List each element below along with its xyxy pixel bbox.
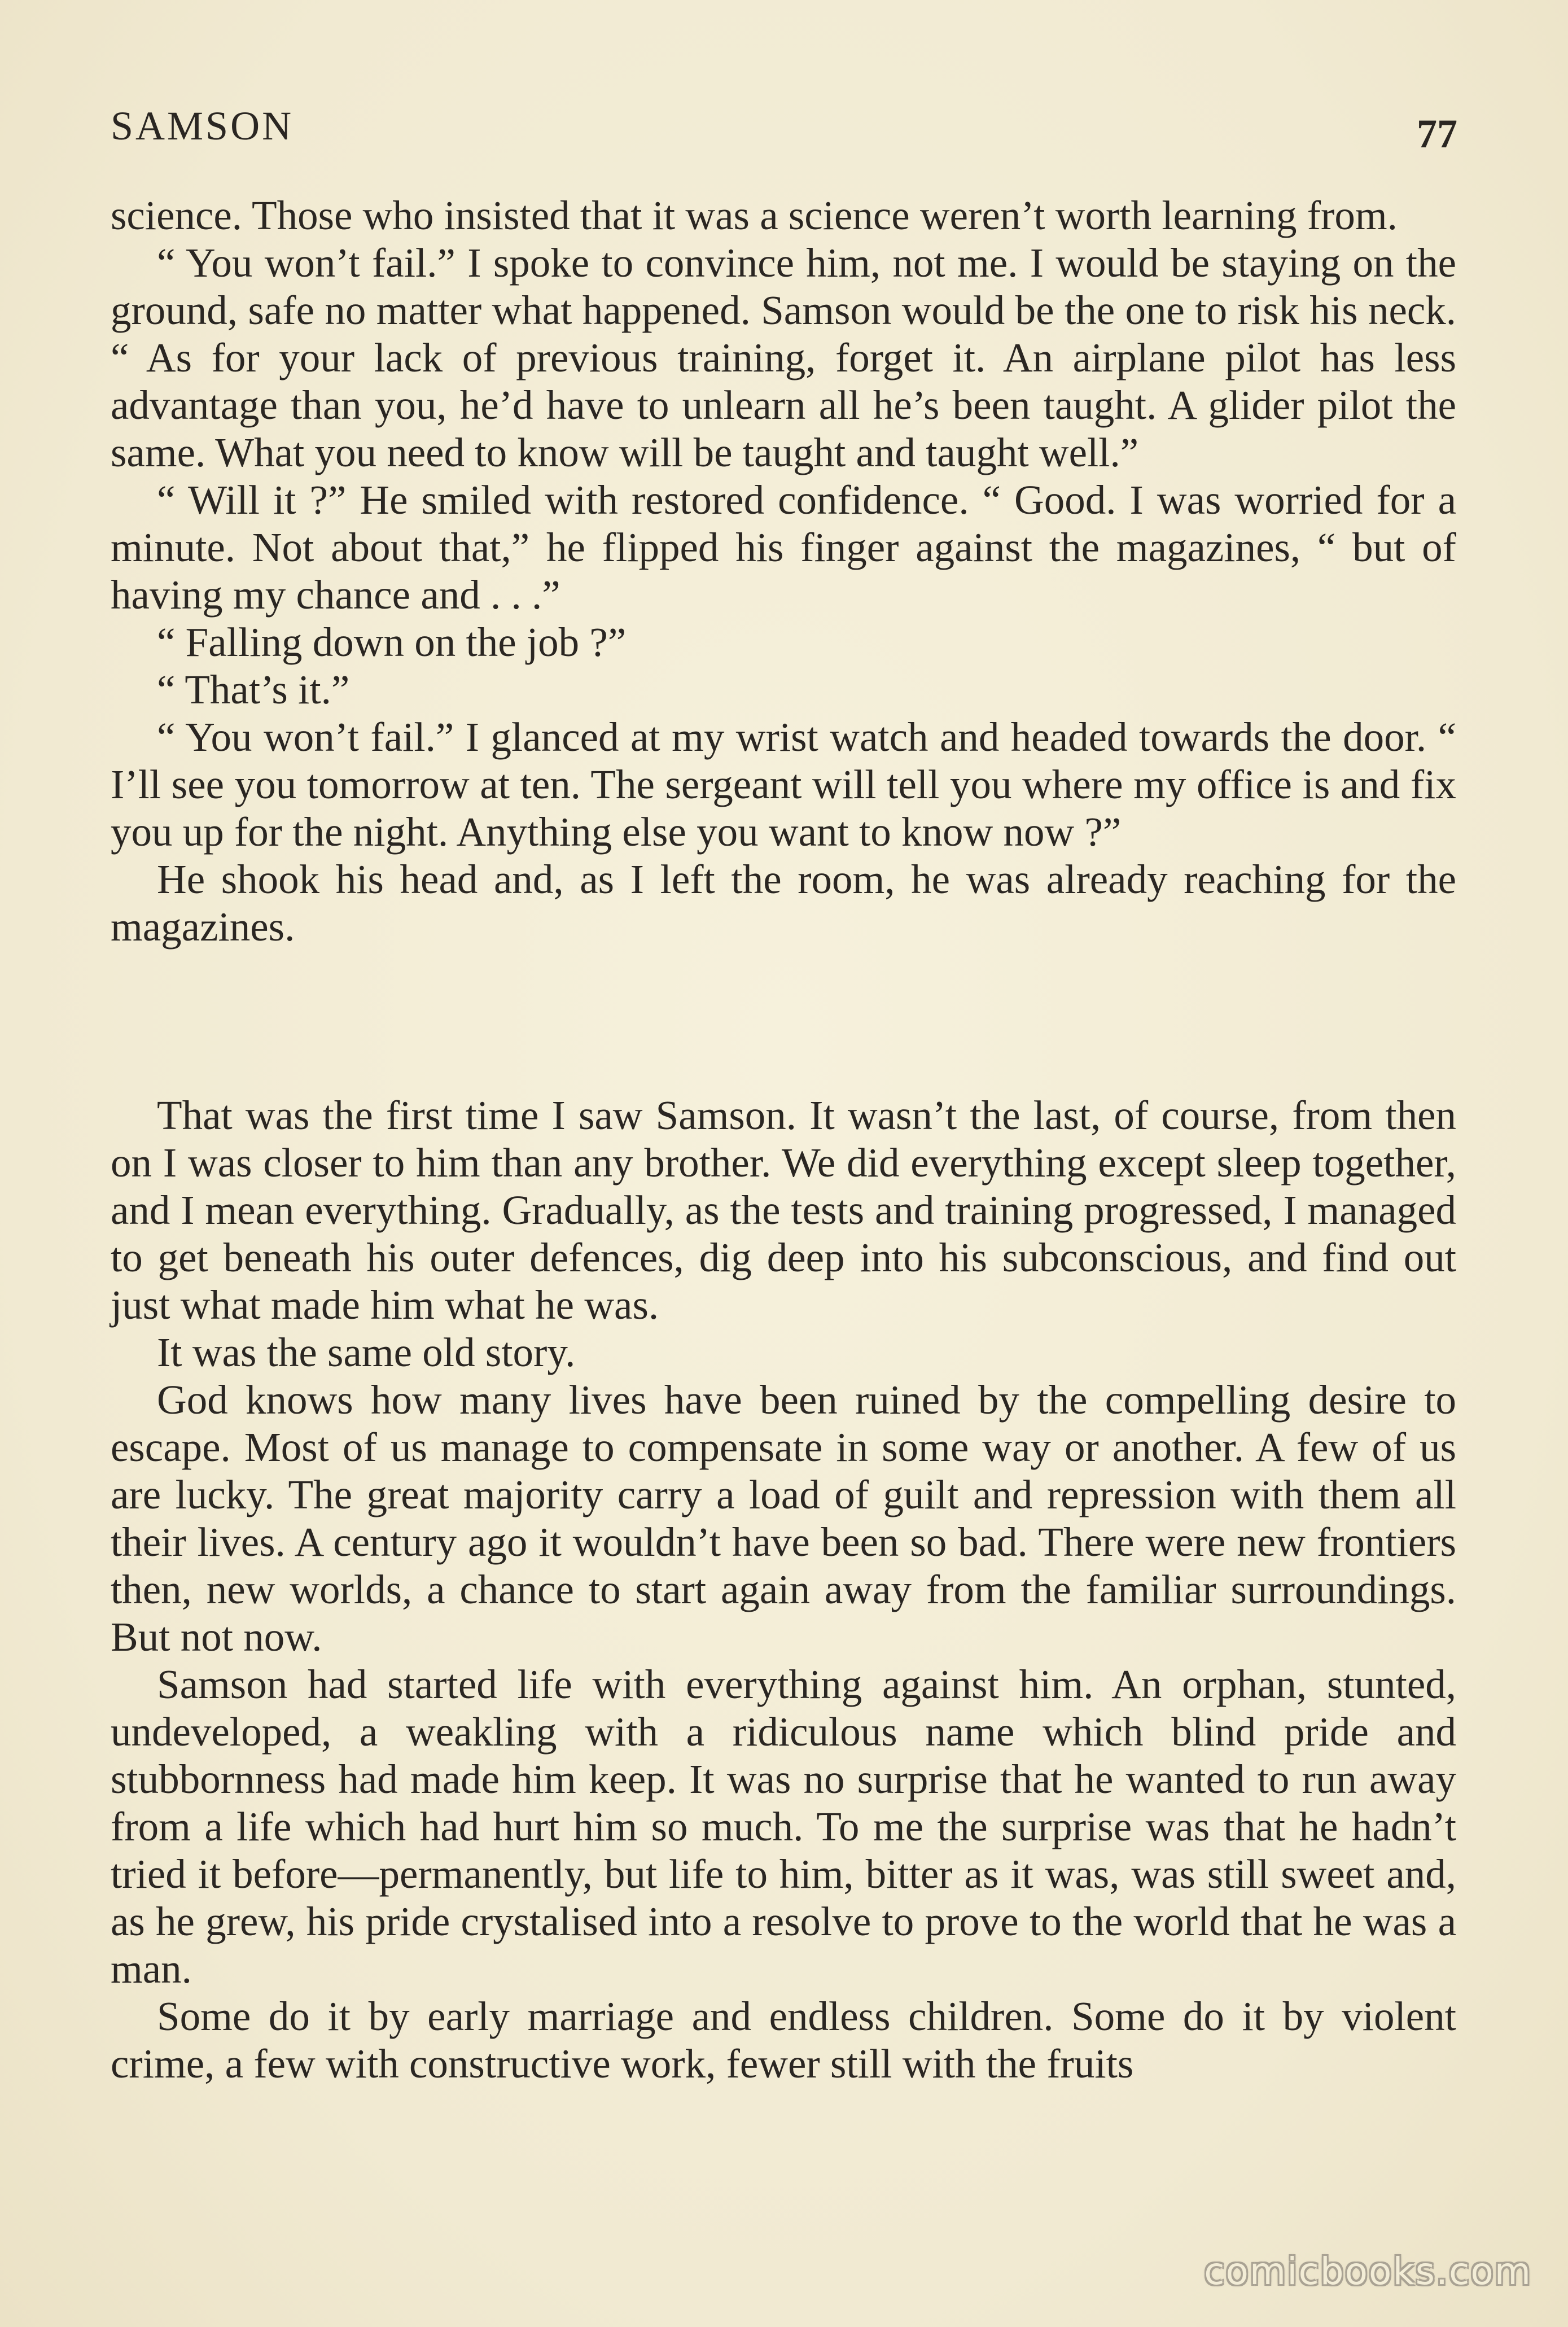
section-break [111,951,1456,1092]
body-text [111,192,1456,2088]
paragraph: God knows how many lives have been ruined by the compelling desire to escape. Most of us manage to compensate in some way or another. A few of us are lucky. The great majority carry a load of guilt and repression with them all their lives. A century ago it wouldn’t have been so bad. There were new frontiers then, new worlds, a chance to start again away from the familiar surroundings. But not now. [111,1377,1456,1660]
running-head: SAMSON [111,103,294,148]
paragraph: Samson had started life with everything against him. An orphan, stunted, undeveloped, a weakling with a ridiculous name which blind pride and stubbornness had made him keep. It was no surprise that he wanted to run away from a life which had hurt him so much. To me the surprise was that he hadn’t tried it before—permanently, but life to him, bitter as it was, was still sweet and, as he grew, his pride crystalised into a resolve to prove to the world that he was a man. [111,1661,1456,1992]
paragraph: “ That’s it.” [157,667,350,712]
watermark: comicbooks.com [1204,2250,1532,2293]
paragraph: It was the same old story. [157,1329,576,1375]
paragraph: “ You won’t fail.” I glanced at my wrist watch and headed towards the door. “ I’ll see you tomorrow at ten. The sergeant will tell you where my office is and fix you up for the night. Anything else you want to know now ?” [111,714,1456,855]
paragraph: “ Will it ?” He smiled with restored confidence. “ Good. I was worried for a minute. Not about that,” he flipped his finger against the magazines, “ but of having my chance and . . .” [111,477,1456,618]
page-number: 77 [1417,111,1457,156]
page-header [111,95,1457,163]
paragraph: “ You won’t fail.” I spoke to convince him, not me. I would be staying on the ground, safe no matter what happened. Samson would be the one to risk his neck. “ As for your lack of previous training, forget it. An airplane pilot has less advantage than you, he’d have to unlearn all he’s been taught. A glider pilot the same. What you need to know will be taught and taught well.” [111,240,1456,475]
paragraph: Some do it by early marriage and endless children. Some do it by violent crime, a few with constructive work, fewer still with the fruits [111,1993,1456,2087]
paragraph: He shook his head and, as I left the room, he was already reaching for the magazines. [111,856,1456,950]
paragraph: “ Falling down on the job ?” [157,619,627,665]
paragraph: science. Those who insisted that it was a science weren’t worth learning from. [111,193,1398,238]
paragraph: That was the first time I saw Samson. It wasn’t the last, of course, from then on I was closer to him than any brother. We did everything except sleep together, and I mean everything. Gradually, as the tests and training progressed, I managed to get beneath his outer defences, dig deep into his subconscious, and find out just what made him what he was. [111,1092,1456,1328]
